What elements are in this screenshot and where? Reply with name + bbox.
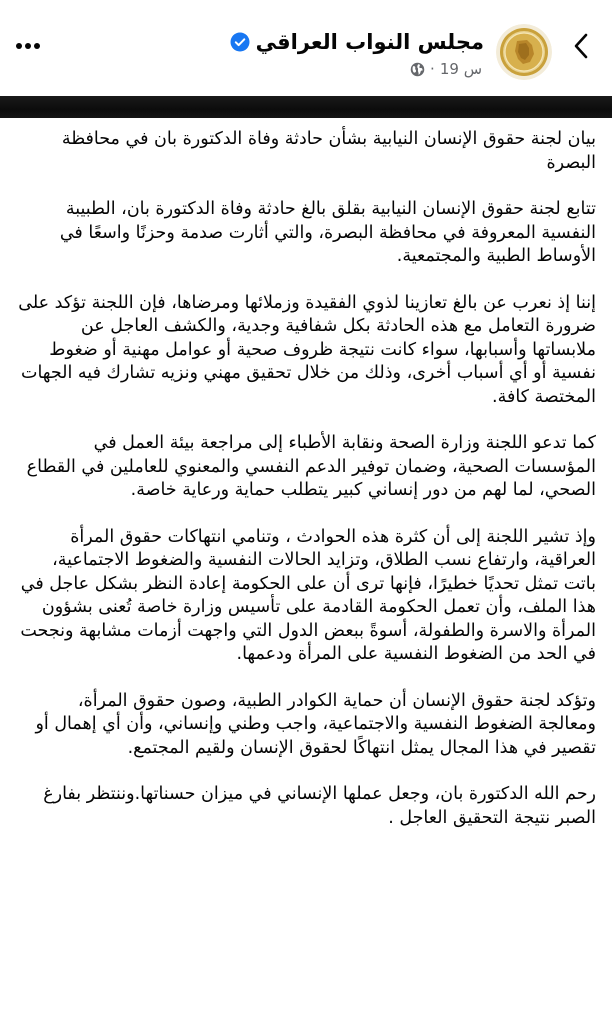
post-title: بيان لجنة حقوق الإنسان النيابية بشأن حادثة وفاة الدكتورة بان في محافظة البصرة	[61, 129, 596, 173]
globe-icon	[410, 62, 425, 77]
chevron-left-icon	[573, 33, 589, 59]
post-paragraph: إننا إذ نعرب عن بالغ تعازينا لذوي الفقيدة وزملائها ومرضاها، فإن اللجنة تؤكد على ضرورة التعامل مع هذه الحادثة بكل شفافية وجدية، والكشف العاجل عن ملابساتها وأسبابها، سواء كانت نتيجة ظروف صحية أو عوامل مهنية أو ضغوط نفسية أو أي أسباب أخرى، وذلك من خلال تحقيق مهني ونزيه تشارك فيه الجهات المختصة كافة.	[18, 292, 596, 407]
post-header	[0, 0, 612, 96]
post-paragraph: وتؤكد لجنة حقوق الإنسان أن حماية الكوادر الطبية، وصون حقوق المرأة، ومعالجة الضغوط النفسية والاجتماعية، واجب وطني وإنساني، وأن أي إهمال أو تقصير في هذا المجال يمثل انتهاكًا لحقوق الإنسان ولقيم المجتمع.	[35, 690, 596, 758]
post-text	[16, 128, 596, 830]
more-dots-icon	[15, 42, 41, 50]
post-time[interactable]: 19 س	[439, 60, 482, 78]
post-paragraph: تتابع لجنة حقوق الإنسان النيابية بقلق بالغ حادثة وفاة الدكتورة بان، الطبيبة النفسية المعروفة في محافظة البصرة، والتي أثارت صدمة وحزنًا واسعًا في الأوساط الطبية والمجتمعية.	[59, 199, 596, 266]
page-name-row	[230, 26, 484, 58]
post-paragraph: وإذ تشير اللجنة إلى أن كثرة هذه الحوادث ، وتنامي انتهاكات حقوق المرأة العراقية، وارتفاع نسب الطلاق، وتزايد الحالات النفسية والضغوط الاجتماعية، باتت تمثل تحديًا خطيرًا، فإنها ترى أن على الحكومة إعادة النظر بشكل عاجل في هذا الملف، وأن تعمل الحكومة القادمة على تأسيس وزارة خاصة تُعنى بشؤون المرأة والاسرة والطفولة، أسوةً ببعض الدول التي واجهت أزمات مشابهة ونجحت في الحد من الضغوط النفسية على المرأة ودعمها.	[20, 526, 596, 664]
meta-separator: ·	[430, 60, 435, 78]
more-options-button[interactable]	[10, 32, 46, 60]
council-logo-icon	[496, 24, 552, 80]
post-paragraph: رحم الله الدكتورة بان، وجعل عملها الإنساني في ميزان حسناتها.وننتظر بفارغ الصبر نتيجة التحقيق العاجل .	[43, 784, 596, 828]
post-paragraph: كما تدعو اللجنة وزارة الصحة ونقابة الأطباء إلى مراجعة بيئة العمل في المؤسسات الصحية، وضمان توفير الدعم النفسي والمعنوي للعاملين في القطاع الصحي، لما لهم من دور إنساني كبير يتطلب حماية ورعاية خاصة.	[26, 433, 596, 500]
page-name-link[interactable]: مجلس النواب العراقي	[255, 30, 484, 54]
avatar[interactable]	[496, 24, 552, 80]
verified-badge-icon	[230, 32, 250, 52]
back-button[interactable]	[566, 30, 596, 62]
post-image-top-edge[interactable]	[0, 96, 612, 118]
post-meta	[410, 58, 482, 80]
